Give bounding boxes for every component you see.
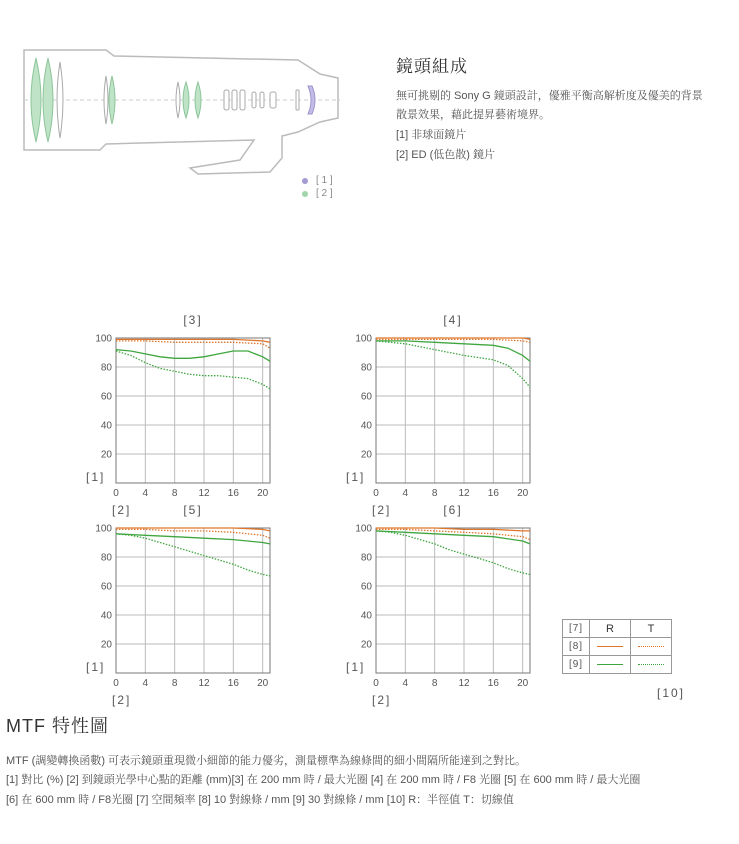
- lens-element-ed-5: [195, 82, 201, 118]
- composition-item-aspherical: [1] 非球面鏡片: [396, 129, 467, 141]
- x-tick-label: 8: [431, 678, 438, 689]
- y-tick-label: 100: [355, 333, 372, 345]
- x-tick-label: 12: [198, 678, 210, 689]
- y-tick-label: 100: [95, 333, 112, 345]
- legend-key-10lp: [8]: [563, 638, 590, 656]
- lens-element-9: [224, 90, 229, 110]
- x-axis-key: [2]: [372, 503, 392, 517]
- lens-element-ed-4: [183, 82, 189, 118]
- plot-frame: [116, 528, 270, 673]
- purple-dot-icon: [302, 178, 308, 184]
- y-tick-label: 40: [100, 420, 112, 432]
- series-line: [376, 531, 530, 544]
- lens-element-10: [232, 90, 237, 110]
- series-line: [376, 341, 530, 361]
- mtf-charts: [0, 300, 560, 710]
- y-tick-label: 100: [355, 523, 372, 535]
- y-tick-label: 100: [95, 523, 112, 535]
- x-tick-label: 4: [142, 678, 149, 689]
- series-line: [116, 339, 270, 342]
- y-axis-key: [1]: [346, 470, 366, 484]
- lens-element-aspherical: [308, 86, 315, 114]
- lens-construction-diagram: [20, 40, 350, 190]
- legend-ed-key: [ 2 ]: [316, 188, 333, 199]
- x-axis-key: [2]: [112, 693, 132, 707]
- y-tick-label: 40: [100, 610, 112, 622]
- series-line: [116, 534, 270, 576]
- composition-item-ed: [2] ED (低色散) 鏡片: [396, 149, 496, 161]
- mtf-desc-2: [1] 對比 (%) [2] 到鏡頭光學中心點的距離 (mm)[3] 在 200 mm 時 / 最大光圈 [4] 在 200 mm 時 / F8 光圈 [5] 在 600 mm 時 / 最大光圈: [6, 774, 641, 786]
- y-tick-label: 80: [360, 552, 372, 564]
- composition-desc-2: 散景效果，藉此提昇藝術境界。: [396, 109, 550, 121]
- lens-element-ed-1: [31, 58, 41, 142]
- y-tick-label: 40: [360, 420, 372, 432]
- mtf-chart-4: [346, 503, 530, 707]
- composition-title: 鏡頭組成: [396, 57, 468, 76]
- x-tick-label: 0: [113, 488, 119, 499]
- lens-element-11: [240, 90, 245, 110]
- x-tick-label: 16: [487, 678, 499, 689]
- legend-swatch-30t: [631, 656, 672, 674]
- x-axis-key: [2]: [112, 503, 132, 517]
- mtf-desc-3: [6] 在 600 mm 時 / F8光圈 [7] 空間頻率 [8] 10 對線條 / mm [9] 30 對線條 / mm [10] R：半徑值 T：切線值: [6, 794, 514, 806]
- series-line: [376, 531, 530, 575]
- mtf-chart-3: [86, 503, 270, 707]
- series-line: [116, 534, 270, 544]
- y-tick-label: 20: [100, 639, 112, 651]
- legend-swatch-30r: [590, 656, 631, 674]
- lens-barrel-outline: [24, 50, 338, 174]
- x-tick-label: 8: [171, 488, 178, 499]
- lens-element-13: [260, 92, 264, 108]
- x-tick-label: 16: [227, 678, 239, 689]
- x-tick-label: 12: [458, 488, 470, 499]
- lens-element-14: [270, 92, 276, 108]
- lens-legend: [302, 174, 333, 200]
- x-tick-label: 20: [257, 488, 269, 499]
- x-tick-label: 4: [142, 488, 149, 499]
- mtf-chart-1: [86, 313, 270, 517]
- y-tick-label: 20: [360, 639, 372, 651]
- y-tick-label: 60: [100, 581, 112, 593]
- green-dot-icon: [302, 191, 308, 197]
- series-line: [116, 351, 270, 389]
- x-tick-label: 16: [227, 488, 239, 499]
- mtf-chart-2: [346, 313, 530, 517]
- series-line: [376, 338, 530, 339]
- mtf-desc-1: MTF (調變轉換函數) 可表示鏡頭重現微小細節的能力優劣，測量標準為線條間的細小間隔所能達到之對比。: [6, 755, 527, 767]
- lens-element-3: [57, 62, 63, 138]
- x-tick-label: 16: [487, 488, 499, 499]
- lens-element-15: [296, 90, 299, 110]
- legend-rt-label: [10]: [657, 686, 686, 700]
- x-tick-label: 8: [431, 488, 438, 499]
- y-tick-label: 80: [100, 362, 112, 374]
- chart-panel-label: [5]: [183, 503, 203, 517]
- series-line: [116, 528, 270, 531]
- composition-desc-1: 無可挑剔的 Sony G 鏡頭設計，優雅平衡高解析度及優美的背景: [396, 90, 703, 102]
- x-tick-label: 20: [517, 488, 529, 499]
- x-tick-label: 20: [517, 678, 529, 689]
- series-line: [116, 529, 270, 538]
- y-tick-label: 80: [100, 552, 112, 564]
- y-axis-key: [1]: [86, 470, 106, 484]
- x-tick-label: 4: [402, 678, 409, 689]
- x-axis-key: [2]: [372, 693, 392, 707]
- legend-aspherical: [302, 174, 333, 187]
- y-tick-label: 60: [100, 391, 112, 403]
- lens-element-4: [104, 76, 108, 124]
- x-tick-label: 12: [458, 678, 470, 689]
- lens-element-12: [252, 92, 256, 108]
- x-tick-label: 0: [373, 488, 379, 499]
- mtf-title: MTF 特性圖: [6, 716, 109, 736]
- y-tick-label: 80: [360, 362, 372, 374]
- y-axis-key: [1]: [86, 660, 106, 674]
- lens-element-ed-2: [43, 58, 53, 142]
- chart-panel-label: [6]: [443, 503, 463, 517]
- y-axis-key: [1]: [346, 660, 366, 674]
- y-tick-label: 20: [100, 449, 112, 461]
- lens-element-6: [176, 82, 180, 118]
- y-tick-label: 60: [360, 581, 372, 593]
- x-tick-label: 4: [402, 488, 409, 499]
- x-tick-label: 8: [171, 678, 178, 689]
- legend-key-spatial-frequency: [7]: [563, 620, 590, 638]
- plot-frame: [376, 528, 530, 673]
- x-tick-label: 12: [198, 488, 210, 499]
- series-line: [116, 341, 270, 348]
- legend-ed: [302, 187, 333, 200]
- legend-swatch-10r: [590, 638, 631, 656]
- y-tick-label: 40: [360, 610, 372, 622]
- legend-key-30lp: [9]: [563, 656, 590, 674]
- legend-aspherical-key: [ 1 ]: [316, 175, 333, 186]
- chart-panel-label: [3]: [183, 313, 203, 327]
- y-tick-label: 60: [360, 391, 372, 403]
- chart-panel-label: [4]: [443, 313, 463, 327]
- x-tick-label: 0: [113, 678, 119, 689]
- lens-element-ed-3: [109, 76, 115, 124]
- x-tick-label: 0: [373, 678, 379, 689]
- legend-col-t: T: [631, 620, 672, 638]
- legend-swatch-10t: [631, 638, 672, 656]
- y-tick-label: 20: [360, 449, 372, 461]
- legend-col-r: R: [590, 620, 631, 638]
- x-tick-label: 20: [257, 678, 269, 689]
- plot-frame: [376, 338, 530, 483]
- mtf-legend-table: [562, 619, 672, 674]
